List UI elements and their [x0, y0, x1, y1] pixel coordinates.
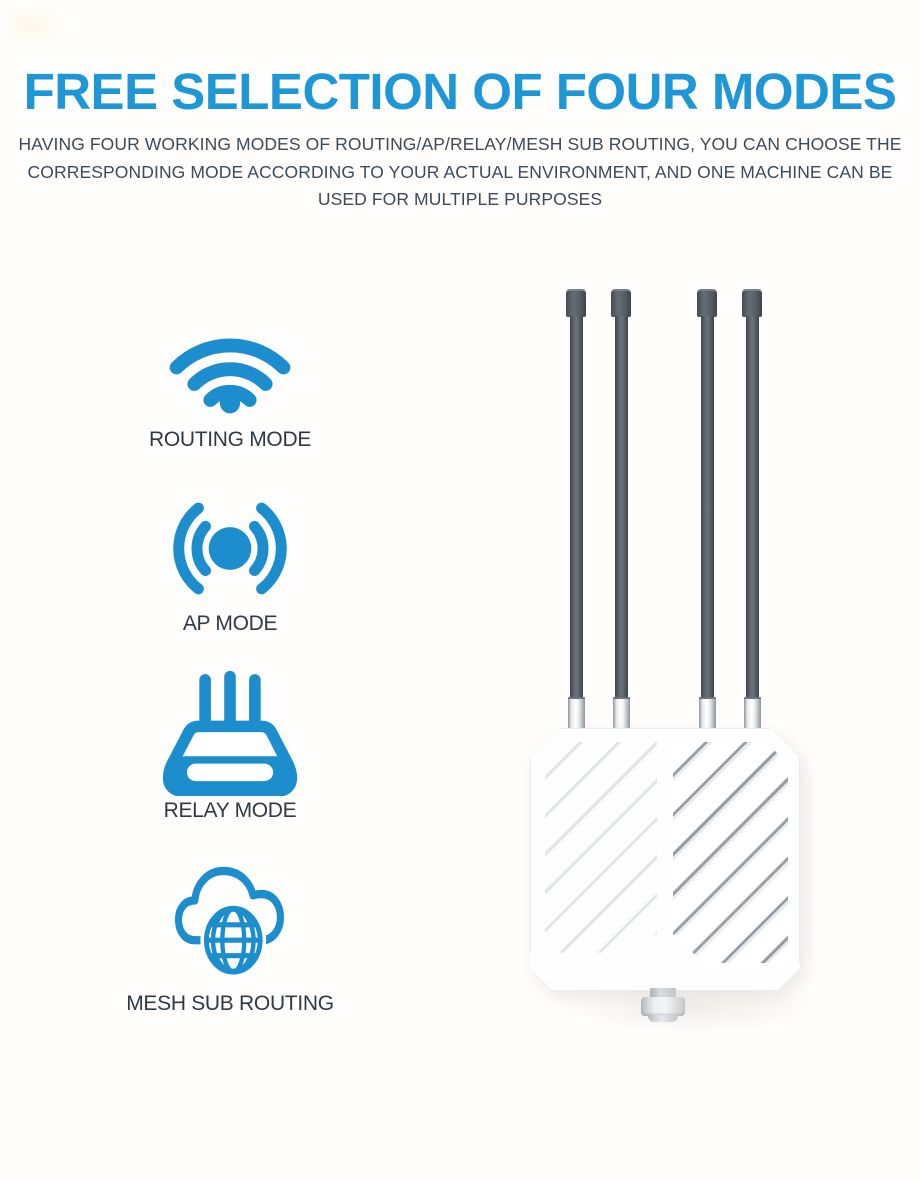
cable-gland-nut — [641, 997, 685, 1016]
antenna-2 — [611, 289, 631, 735]
antenna-cap — [697, 289, 717, 317]
antenna-cap — [566, 289, 586, 317]
antenna-3 — [697, 289, 717, 735]
antenna-4 — [742, 289, 762, 735]
subtitle-line: HAVING FOUR WORKING MODES OF ROUTING/AP/RELAY/MESH SUB ROUTING, YOU CAN CHOOSE THE — [18, 134, 902, 154]
mode-label: MESH SUB ROUTING — [126, 992, 334, 1015]
antenna-cap — [611, 289, 631, 317]
device-left-panel — [545, 742, 657, 958]
device-right-panel — [673, 742, 788, 968]
cable-gland — [641, 988, 685, 1022]
antenna-connector — [744, 697, 761, 731]
device-body-wrap — [530, 728, 800, 990]
device-body — [530, 728, 800, 990]
subtitle-line: CORRESPONDING MODE ACCORDING TO YOUR ACTUAL ENVIRONMENT, AND ONE MACHINE CAN BE — [27, 161, 893, 182]
mode-label: RELAY MODE — [163, 799, 297, 822]
cable-gland-tip — [648, 1015, 678, 1022]
subtitle-line: USED FOR MULTIPLE PURPOSES — [317, 189, 603, 209]
antenna-shaft — [570, 316, 583, 698]
antenna-connector — [613, 697, 630, 731]
antenna-shaft — [701, 316, 714, 698]
antenna-shaft — [746, 316, 759, 698]
mode-label: AP MODE — [182, 612, 278, 635]
antenna-shaft — [615, 316, 628, 698]
antenna-connector — [568, 697, 585, 731]
page-title: FREE SELECTION OF FOUR MODES — [23, 63, 897, 120]
mode-label: ROUTING MODE — [148, 428, 312, 451]
antenna-1 — [566, 289, 586, 735]
antenna-cap — [742, 289, 762, 317]
antenna-connector — [699, 697, 716, 731]
